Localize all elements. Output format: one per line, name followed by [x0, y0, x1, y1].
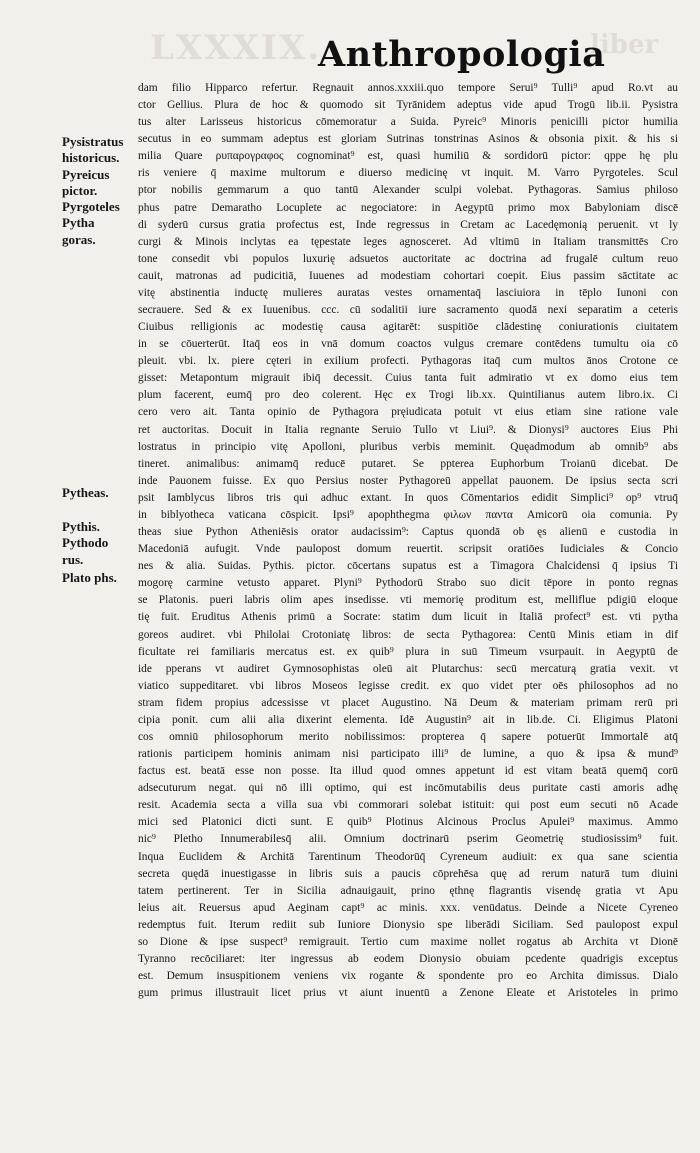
text-line: secreta quędā inuestigasse in libris suis a paucis cōprehēsa quę ad rerum naturā tum diuini: [138, 867, 678, 880]
text-line: tię fuit. Eruditus Athenis primū a Socrate: statim dum licuit in Italiā profect⁹ est. vti pytha: [138, 611, 678, 624]
margin-note: Pyreicus: [62, 166, 110, 182]
text-line: secrauere. Sed & ex Iuuenibus. ccc. cū sodalitii iure sacramento quodā nexi separatim a ceteris: [138, 304, 678, 317]
text-line: Macedoniā aufugit. Vnde paulopost domum reuertit. scripsit oratiōes Iudiciales & Concio: [138, 543, 678, 556]
running-title: Anthropologia: [318, 34, 606, 75]
text-line: resit. Academia secta a villa sua vbi commorari solebat istituit: qui post eum secuti nō Acade: [138, 799, 678, 812]
text-line: gisset: Metapontum migrauit ibiq̄ decessit. Cuius tanta fuit admiratio vt ex domo eius tem: [138, 372, 678, 385]
margin-note-group: [62, 519, 108, 568]
text-line: Ciuibus relligionis ac modestię causa agitarēt: suspitiōe clādestinę coniurationis ciuitatem: [138, 321, 678, 334]
text-line: phus patre Demaratho Locuplete ac negociatore: in Aegyptū primo mox Babyloniam discē: [138, 201, 678, 214]
text-line: rationis participem hominis animam nisi participato illi⁹ de lumine, a quo & ipsa & mund⁹: [138, 748, 678, 761]
text-line: mici sed Platonici dicti sunt. E quib⁹ Plotinus Alcinous Proclus Apulei⁹ maximus. Ammo: [138, 816, 678, 829]
text-line: ficultate rei familiaris mercatus est. ex quib⁹ plura in suū Timeum vsurpauit. in Aegyptū de: [138, 645, 678, 658]
text-line: vitę abstinentia inductę mulieres auratas vestes ornamentaq̄ lasciuiora in tēplo Iunoni con: [138, 286, 678, 299]
margin-note: pictor.: [62, 182, 98, 198]
margin-note: Pytheas.: [62, 485, 109, 500]
text-line: cos omniū philosophorum merito nobilissimos: propterea q̄ sapere potuerūt Immortalē atq̄: [138, 730, 678, 743]
text-line: plum facerent, eumq̄ pro deo colerent. Hęc ex Trogi lib.xx. Quintilianus autem libro.ix. Ci: [138, 389, 678, 402]
text-line: in se cōuerterūt. Itaq̄ eos in vnā domum coactos vulgus cremare contēdens tumultu oia cō: [138, 338, 678, 351]
text-line: stram fidem propius adcessisse vt placet Augustino. Nā Deum & materiam primam rerū pri: [138, 696, 678, 709]
text-line: tineret. animalibus: animamq̄ reducē putaret. Se ppterea Euphorbum Troianū dicebat. De: [138, 457, 678, 470]
text-line: in biblyotheca vaticana cōspicit. Ipsi⁹ apophthegma φιλων παντα Amicorū oia comunia. Py: [138, 508, 678, 521]
text-line: theas siue Python Atheniēsis orator audacissim⁹: Captus quondā ob ęs alienū e custodia in: [138, 526, 678, 539]
text-line: milia Quare ρυπαρογραφος cognominat⁹ est, quasi humiliū & sordidorū pictor: qppe hę plu: [138, 150, 678, 163]
text-line: ret auctoritas. Docuit in Italia regnante Seruio Tullo vt Liui⁹. & Dionysi⁹ auctores Eius Phi: [138, 423, 678, 436]
text-line: lostratus in principio vitę Apolloni, pluribus verbis meminit. Quęadmodum ab omnib⁹ abs: [138, 440, 678, 453]
text-line: tone consedit vbi populos luxurię adsuetos auctoritate ac doctrina ad frugalē cultum reuo: [138, 252, 678, 265]
margin-note: rus.: [62, 551, 84, 567]
text-line: psit Iamblycus libros tris qui adhuc extant. In quos Cōmentarios edidit Simplici⁹ op⁹ vtruq̄: [138, 491, 678, 504]
margin-note-group: [62, 134, 123, 248]
text-line: ris veniere q̄ maxime multorum e diuerso medicinę vt inquit. M. Varro Pyrgoteles. Scul: [138, 167, 678, 180]
text-line: ptor nobilis gemmarum a quo tantū Alexander sculpi volebat. Pythagoras. Samius philoso: [138, 184, 678, 197]
margin-note: Pyrgoteles: [62, 199, 120, 215]
text-line: pleuit. vbi. lx. piere cęteri in exilium profecti. Pythagoras itaq̄ cum multos ānos Crotone ce: [138, 355, 678, 368]
margin-note: goras.: [62, 231, 96, 247]
margin-note: Pythis.: [62, 519, 100, 534]
text-line: ctor Gellius. Plura de hoc & quomodo sit Tyrānidem adeptus vide apud Trogū lib.ii. Pysistra: [138, 99, 678, 112]
text-line: viatico suppeditaret. vbi libros Moseos legisse credit. ex quo videt pter oēs philosophos ad no: [138, 679, 678, 692]
bleed-through-text: LXXXIX.: [150, 28, 322, 68]
text-line: tatem pertinerent. Ter in Sicilia adnauigauit, prino ęthnę flagrantis visendę gratia vt Apu: [138, 884, 678, 897]
text-line: cipia ponit. cum alii alia dixerint elementa. Idē Augustin⁹ ait in lib.de. Ci. Eligimus Platoni: [138, 713, 678, 726]
text-line: secutus in eo summam adeptus est gloriam Sutrinas tonstrinas Asinos & obsonia pixit. & his si: [138, 133, 678, 146]
margin-note-group: [62, 570, 117, 586]
text-line: so Dione & ipse suspect⁹ remigrauit. Tertio cum maxime nollet rogatus ab Archita vt Dionē: [138, 935, 678, 948]
margin-note: historicus.: [62, 150, 120, 166]
text-line: inde Pauonem fuisse. Ex quo Persius noster Pythagoreū appellat pauonem. De ipsius secta scri: [138, 474, 678, 487]
text-line: di syderū cursus gratia profectus est, Inde regressus in Cretam ac Lacedęmonią peruenit. vt ly: [138, 218, 678, 231]
text-line: se Platonis. pueri labris olim apes insedisse. vti memorię proditum est, melliflue pdigiū eloque: [138, 594, 678, 607]
text-line: mogorę carmine vetusto apparet. Plyni⁹ Pythodorū Strabo suo dicit tēpore in ponto regnas: [138, 577, 678, 590]
text-line: tus alter Larisseus historicus cōmemoratur a Suida. Pyreic⁹ Minoris penicilli pictor humilia: [138, 116, 678, 129]
text-line: adsecuturum negat. qui nō illi optimo, qui est incōmutabilis deus puritate casti amoris adhę: [138, 782, 678, 795]
text-line: Tyranno recōciliaret: iter ingressus ab eodem Dionysio obuiam pcedente quadrigis exceptus: [138, 952, 678, 965]
text-line: factus est. beatā esse non posse. Ita illud quod omnes appetunt id est vitam beatā quemq̄ corū: [138, 765, 678, 778]
text-line: leius ait. Reuersus apud Aeginam capt⁹ ac minis. xxx. venūdatus. Deinde a Nicete Cyreneo: [138, 901, 678, 914]
margin-note-group: [62, 485, 109, 501]
text-line: nic⁹ Pletho Innumerabilesq̄ alii. Omnium doctrinarū pserim Geometrię studiosissim⁹ fuit.: [138, 833, 678, 846]
text-line: redemptus fuit. Iterum rediit sub Iuniore Dionysio spe liberādi Siciliam. Sed paulopost expul: [138, 918, 678, 931]
text-line: cauit, matronas ad pudicitiā, Iuuenes ad modestiam cohortari coepit. Eius passim sāctitate ac: [138, 269, 678, 282]
bleed-through-text-right: liber: [590, 30, 659, 60]
margin-note: Pythodo: [62, 535, 109, 551]
margin-note: Pysistratus: [62, 134, 124, 149]
text-line: dam filio Hipparco refertur. Regnauit annos.xxxiii.quo tempore Serui⁹ Tulli⁹ apud Ro.vt au: [138, 82, 678, 94]
margin-note: Plato phs.: [62, 570, 117, 585]
text-line: curgi & Minois inclytas ea tępestate leges agnosceret. Ad vltimū in Italiam transmittēs Cro: [138, 235, 678, 248]
margin-note: Pytha: [62, 215, 95, 231]
text-line: cero vero ait. Tanta opinio de Pythagora pręiudicata potuit vt eius etiam sine ratione vale: [138, 406, 678, 419]
text-line: goreos audiret. vbi Philolai Crotoniatę libros: de secta Pythagorea: Centū Minis etiam in dif: [138, 628, 678, 641]
text-line: Inqua Euclidem & Architā Tarentinum Theodorūq̄ Cyreneum audiuit: ex qua sane scientia: [138, 850, 678, 863]
text-line: est. Demum insuspitionem veniens vix rogante & spondente pro eo Archita dimissus. Dialo: [138, 970, 678, 983]
main-text-column: [138, 80, 678, 1002]
text-line: ide pperans vt audiret Gymnosophistas oleū ait Plutarchus: secū mercaturą gratia vexit. vt: [138, 662, 678, 675]
text-line: gum primus illustrauit licet prius vt aiunt inuentū a Zenone Eleate et Aristoteles in primo: [138, 987, 678, 1000]
text-line: nes & alia. Suidas. Pythis. pictor. cōcertans supatus est a Timagora Chalcidensi q̄ ipsius Ti: [138, 560, 678, 573]
